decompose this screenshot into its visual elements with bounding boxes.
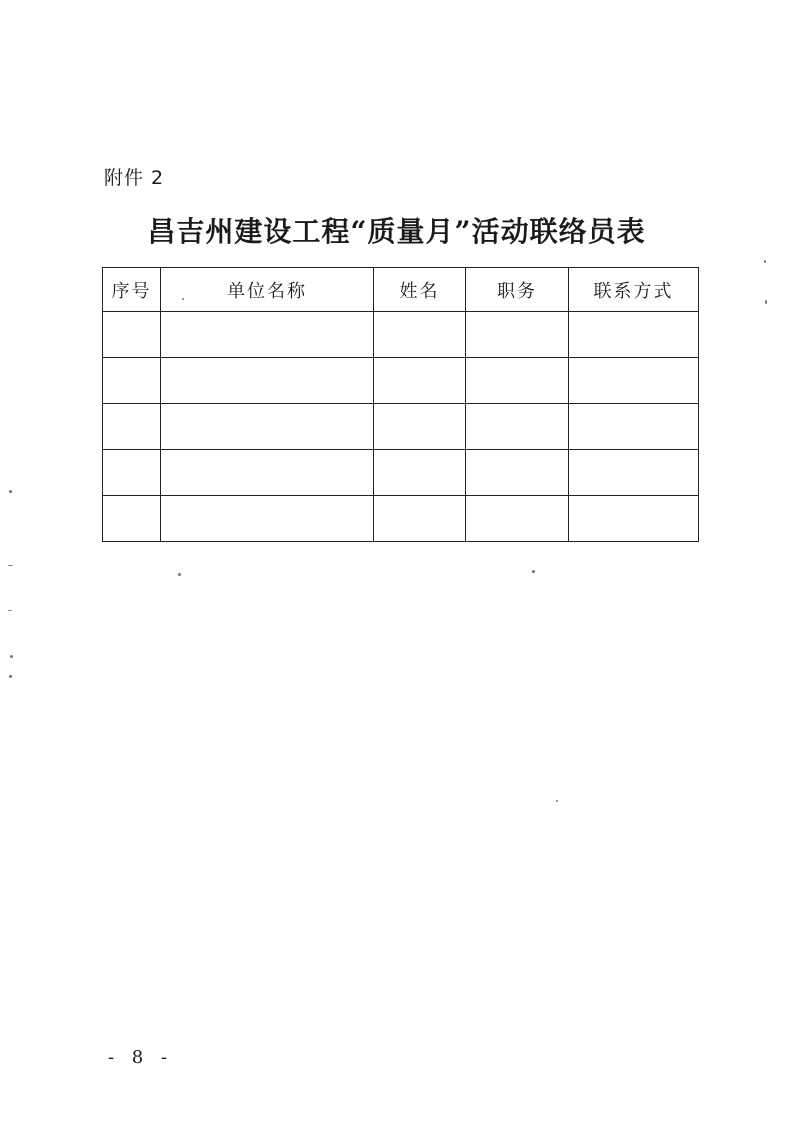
- table-cell[interactable]: [569, 358, 699, 404]
- column-header-position: 职务: [466, 268, 569, 312]
- table-cell[interactable]: [374, 496, 466, 542]
- scan-speck: [764, 260, 766, 263]
- table-cell[interactable]: [569, 404, 699, 450]
- table-row: [103, 496, 699, 542]
- table-cell[interactable]: [374, 358, 466, 404]
- table-cell[interactable]: [569, 450, 699, 496]
- contact-table: [102, 267, 699, 542]
- table-row: [103, 404, 699, 450]
- scan-speck: [765, 300, 767, 304]
- table-cell[interactable]: [466, 312, 569, 358]
- table-cell[interactable]: [161, 450, 374, 496]
- table-cell[interactable]: [103, 312, 161, 358]
- table-cell[interactable]: [374, 312, 466, 358]
- column-header-name: 姓名: [374, 268, 466, 312]
- column-header-organization: 单位名称: [161, 268, 374, 312]
- table-cell[interactable]: [569, 312, 699, 358]
- table-cell[interactable]: [374, 450, 466, 496]
- page-title: 昌吉州建设工程“质量月”活动联络员表: [147, 215, 646, 248]
- table-header-row: [103, 268, 699, 312]
- table-cell[interactable]: [466, 450, 569, 496]
- table-cell[interactable]: [103, 496, 161, 542]
- column-header-serial: 序号: [103, 268, 161, 312]
- table-cell[interactable]: [161, 496, 374, 542]
- table-row: [103, 312, 699, 358]
- table-cell[interactable]: [103, 450, 161, 496]
- table-cell[interactable]: [569, 496, 699, 542]
- table-cell[interactable]: [374, 404, 466, 450]
- scan-speck: [532, 570, 535, 573]
- table-cell[interactable]: [103, 404, 161, 450]
- scan-speck: [178, 573, 181, 576]
- table-cell[interactable]: [161, 358, 374, 404]
- table-row: [103, 358, 699, 404]
- table-cell[interactable]: [103, 358, 161, 404]
- scan-speck: [9, 490, 12, 493]
- table-cell[interactable]: [161, 312, 374, 358]
- table-cell[interactable]: [466, 496, 569, 542]
- table-row: [103, 450, 699, 496]
- scan-speck: [10, 655, 13, 658]
- table-cell[interactable]: [466, 358, 569, 404]
- scan-speck: [9, 675, 12, 678]
- page-number: - 8 -: [108, 1047, 174, 1068]
- attachment-label: 附件 2: [104, 167, 165, 189]
- table-cell[interactable]: [161, 404, 374, 450]
- table-cell[interactable]: [466, 404, 569, 450]
- scan-speck: [8, 610, 12, 611]
- column-header-contact: 联系方式: [569, 268, 699, 312]
- scan-speck: [556, 800, 558, 802]
- scan-speck: [182, 298, 184, 300]
- scan-speck: [8, 565, 13, 566]
